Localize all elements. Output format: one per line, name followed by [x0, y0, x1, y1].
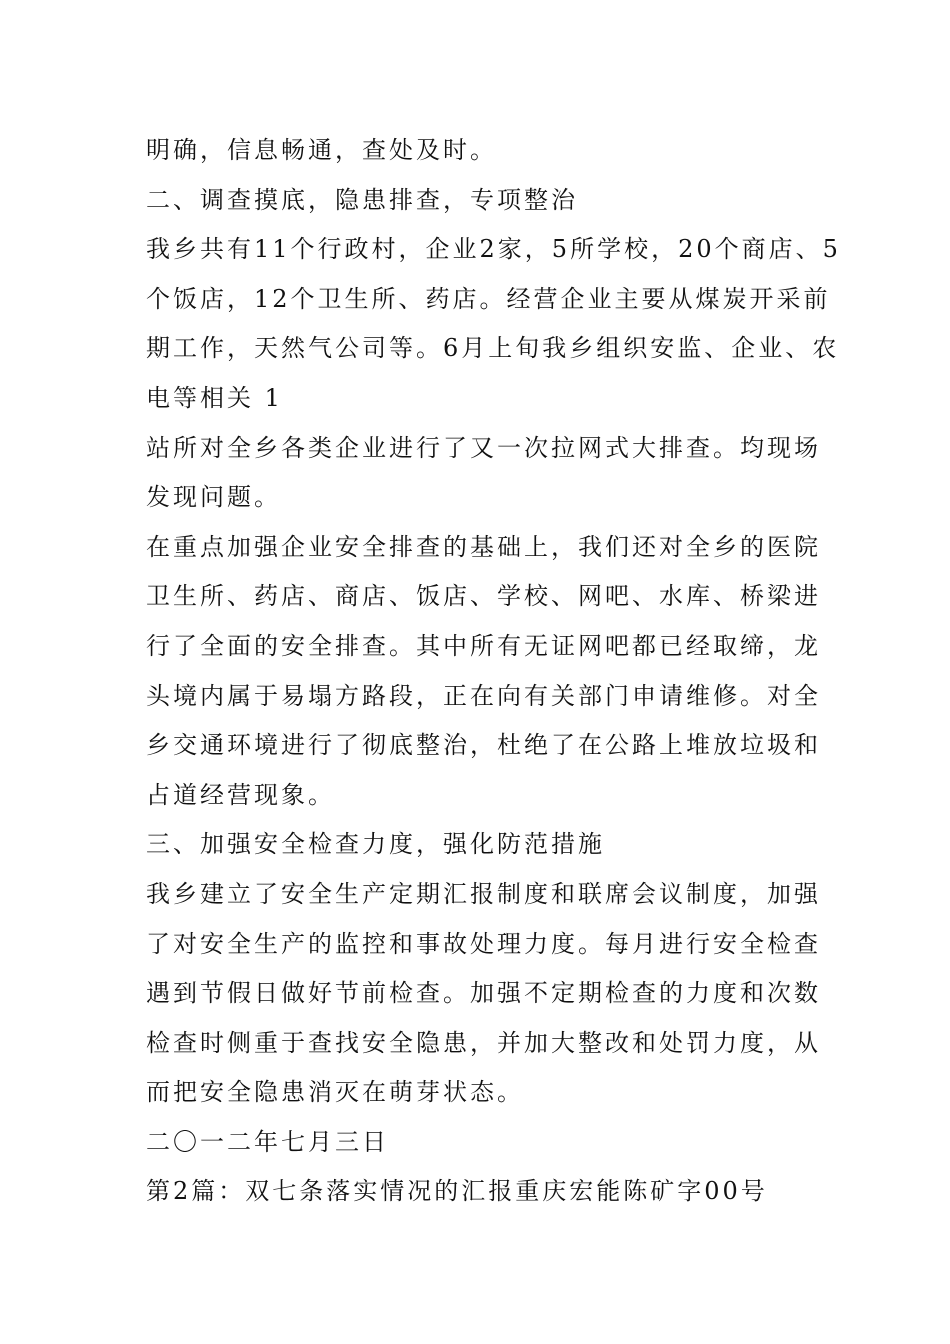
text-line: 占道经营现象。 — [146, 780, 335, 809]
text-line: 在重点加强企业安全排查的基础上，我们还对全乡的医院 — [146, 532, 821, 561]
text-line: 个饭店，12个卫生所、药店。经营企业主要从煤炭开采前 — [146, 284, 831, 313]
text-line: 卫生所、药店、商店、饭店、学校、网吧、水库、桥梁进 — [146, 582, 821, 611]
text-line: 期工作，天然气公司等。6月上旬我乡组织安监、企业、农 — [146, 334, 840, 363]
document-date: 二〇一二年七月三日 — [146, 1127, 389, 1156]
text-line: 行了全面的安全排查。其中所有无证网吧都已经取缔，龙 — [146, 631, 821, 660]
next-article-title: 第2篇：双七条落实情况的汇报重庆宏能陈矿字00号 — [146, 1177, 768, 1206]
document-body — [146, 126, 841, 1217]
text-line: 发现问题。 — [146, 483, 281, 512]
text-line: 了对安全生产的监控和事故处理力度。每月进行安全检查 — [146, 929, 821, 958]
text-line: 明确，信息畅通，查处及时。 — [146, 136, 497, 164]
section-heading: 二、调查摸底，隐患排查，专项整治 — [146, 185, 578, 214]
text-line: 遇到节假日做好节前检查。加强不定期检查的力度和次数 — [146, 979, 821, 1008]
text-line: 乡交通环境进行了彻底整治，杜绝了在公路上堆放垃圾和 — [146, 731, 821, 760]
text-line: 我乡建立了安全生产定期汇报制度和联席会议制度，加强 — [146, 879, 821, 908]
text-line: 我乡共有11个行政村，企业2家，5所学校，20个商店、5 — [146, 235, 841, 264]
text-line: 站所对全乡各类企业进行了又一次拉网式大排查。均现场 — [146, 433, 821, 462]
text-line: 而把安全隐患消灭在萌芽状态。 — [146, 1078, 524, 1107]
text-line: 检查时侧重于查找安全隐患，并加大整改和处罚力度，从 — [146, 1028, 821, 1057]
text-line: 头境内属于易塌方路段，正在向有关部门申请维修。对全 — [146, 681, 821, 710]
text-line: 电等相关 1 — [146, 383, 283, 412]
section-heading: 三、加强安全检查力度，强化防范措施 — [146, 830, 605, 859]
